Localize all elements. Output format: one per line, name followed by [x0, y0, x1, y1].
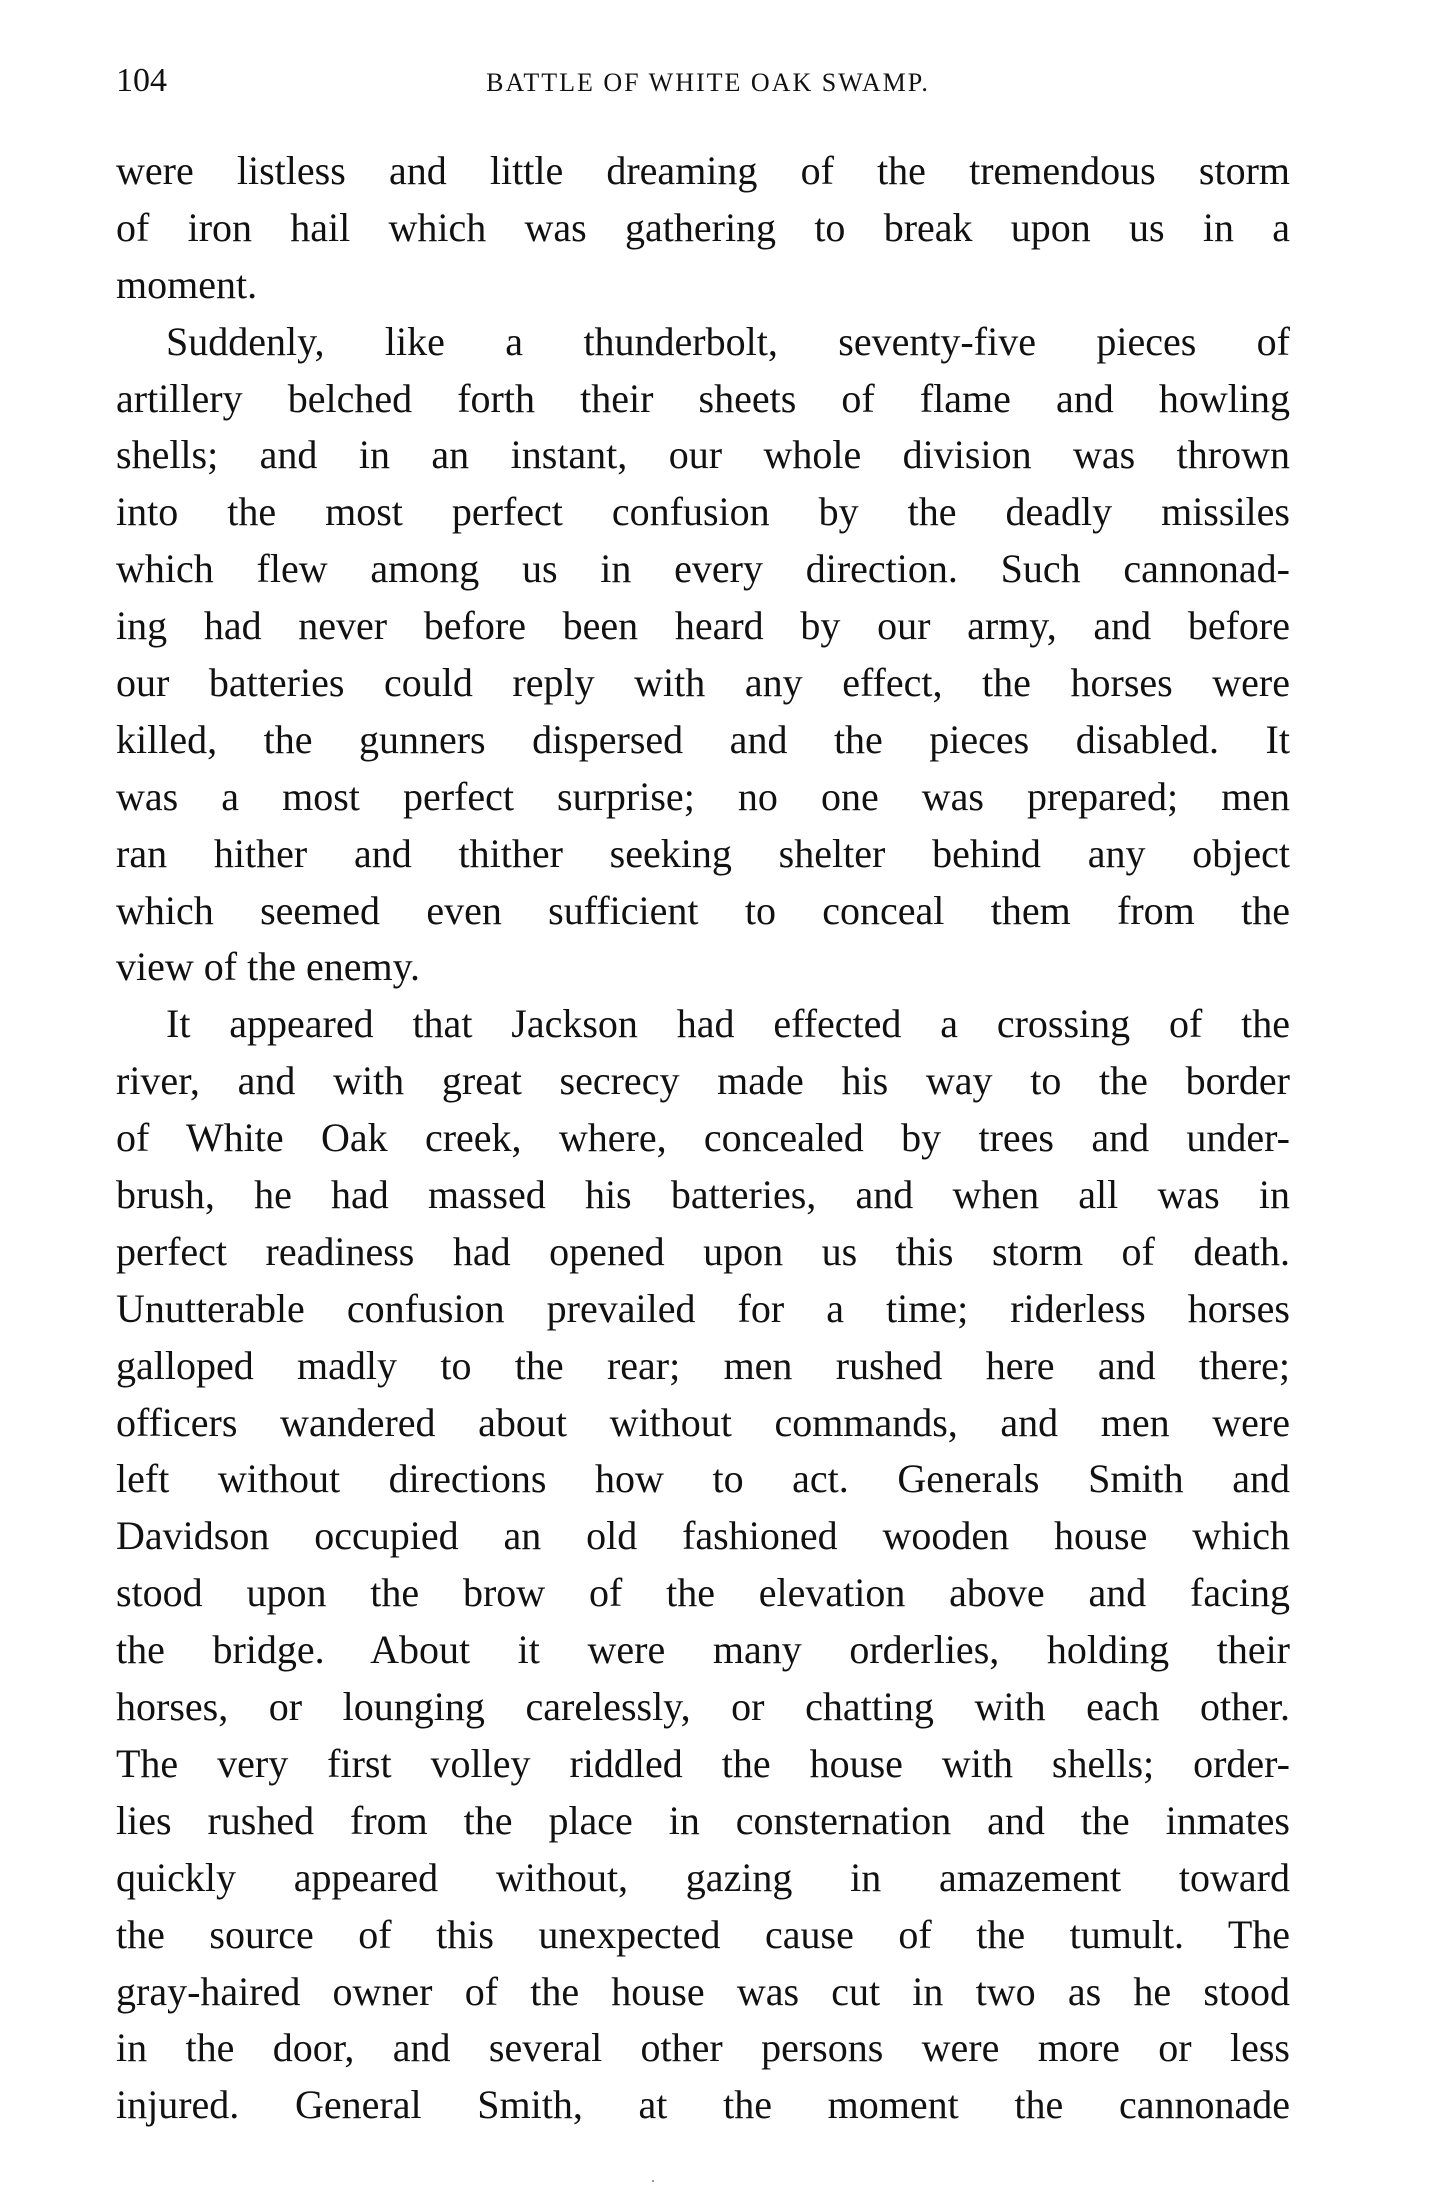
- text-line: the source of this unexpected cause of the tumult. The: [116, 1911, 1290, 1957]
- text-line: was a most perfect surprise; no one was prepared; men: [116, 773, 1290, 819]
- text-line: killed, the gunners dispersed and the pieces disabled. It: [116, 716, 1290, 762]
- text-line: moment.: [116, 261, 258, 307]
- paragraph-start-line: Suddenly, like a thunderbolt, seventy-five pieces of: [166, 318, 1290, 364]
- text-line: of White Oak creek, where, concealed by trees and under-: [116, 1115, 1290, 1161]
- text-line: left without directions how to act. Generals Smith and: [116, 1456, 1290, 1502]
- text-line: galloped madly to the rear; men rushed here and there;: [116, 1342, 1290, 1388]
- text-line: Davidson occupied an old fashioned wooden house which: [116, 1513, 1290, 1559]
- text-line: in the door, and several other persons were more or less: [116, 2025, 1290, 2071]
- text-line: ing had never before been heard by our army, and before: [116, 603, 1290, 649]
- text-line: perfect readiness had opened upon us this storm of death.: [116, 1228, 1290, 1274]
- text-line: river, and with great secrecy made his way to the border: [116, 1058, 1290, 1104]
- text-line: horses, or lounging carelessly, or chatting with each other.: [116, 1684, 1290, 1730]
- page-header: [116, 62, 1290, 106]
- text-line: into the most perfect confusion by the deadly missiles: [116, 489, 1290, 535]
- text-line: which seemed even sufficient to conceal them from the: [116, 887, 1290, 933]
- text-line: Unutterable confusion prevailed for a time; riderless horses: [116, 1285, 1290, 1331]
- text-line: quickly appeared without, gazing in amazement toward: [116, 1854, 1290, 1900]
- text-line: artillery belched forth their sheets of flame and howling: [116, 375, 1290, 421]
- scan-speck: [652, 2180, 654, 2182]
- text-line: the bridge. About it were many orderlies, holding their: [116, 1627, 1290, 1673]
- text-line: shells; and in an instant, our whole division was thrown: [116, 432, 1290, 478]
- text-line: injured. General Smith, at the moment the cannonade: [116, 2082, 1290, 2128]
- body-text: [116, 143, 1290, 2134]
- running-title: BATTLE OF WHITE OAK SWAMP.: [486, 68, 930, 97]
- text-line: view of the enemy.: [116, 944, 420, 990]
- text-line: lies rushed from the place in consternation and the inmates: [116, 1797, 1290, 1843]
- text-line: of iron hail which was gathering to break upon us in a: [116, 204, 1290, 250]
- page-number: 104: [116, 62, 167, 99]
- text-line: The very first volley riddled the house with shells; order-: [116, 1740, 1290, 1786]
- text-line: officers wandered about without commands, and men were: [116, 1399, 1290, 1445]
- text-line: which flew among us in every direction. Such cannonad-: [116, 546, 1290, 592]
- text-line: were listless and little dreaming of the tremendous storm: [116, 148, 1290, 193]
- text-line: brush, he had massed his batteries, and when all was in: [116, 1172, 1290, 1218]
- paragraph-start-line: It appeared that Jackson had effected a crossing of the: [166, 1001, 1290, 1047]
- text-line: our batteries could reply with any effect, the horses were: [116, 660, 1290, 706]
- text-line: ran hither and thither seeking shelter behind any object: [116, 830, 1290, 876]
- text-line: gray-haired owner of the house was cut in two as he stood: [116, 1968, 1290, 2014]
- text-line: stood upon the brow of the elevation above and facing: [116, 1570, 1290, 1616]
